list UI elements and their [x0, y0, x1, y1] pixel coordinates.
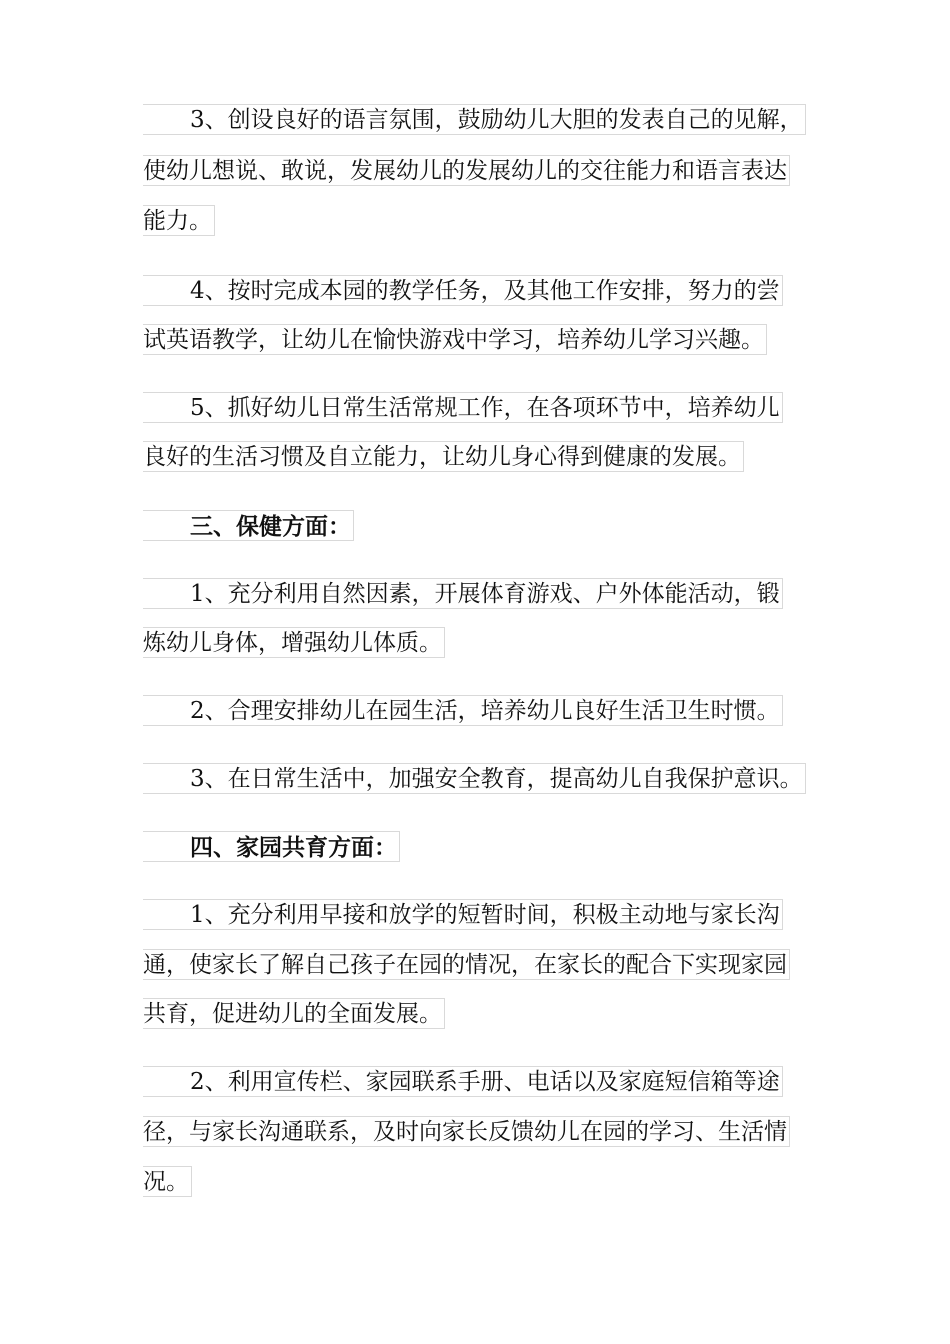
section-heading: 四、家园共育方面：	[143, 831, 400, 862]
paragraph-line: 4、按时完成本园的教学任务，及其他工作安排，努力的尝	[143, 275, 783, 306]
paragraph-line: 炼幼儿身体，增强幼儿体质。	[143, 627, 445, 658]
paragraph-line: 2、合理安排幼儿在园生活，培养幼儿良好生活卫生时惯。	[143, 695, 783, 726]
paragraph-line: 通，使家长了解自己孩子在园的情况，在家长的配合下实现家园	[143, 949, 790, 980]
paragraph-line: 况。	[143, 1166, 192, 1197]
paragraph-line: 5、抓好幼儿日常生活常规工作，在各项环节中，培养幼儿	[143, 392, 783, 423]
paragraph-line: 试英语教学，让幼儿在愉快游戏中学习，培养幼儿学习兴趣。	[143, 324, 767, 355]
paragraph-line: 使幼儿想说、敢说，发展幼儿的发展幼儿的交往能力和语言表达	[143, 155, 790, 186]
paragraph-line: 2、利用宣传栏、家园联系手册、电话以及家庭短信箱等途	[143, 1066, 783, 1097]
paragraph-line: 1、充分利用自然因素，开展体育游戏、户外体能活动，锻	[143, 578, 783, 609]
paragraph-line: 共育，促进幼儿的全面发展。	[143, 998, 445, 1029]
paragraph-line: 3、创设良好的语言氛围，鼓励幼儿大胆的发表自己的见解，	[143, 104, 806, 135]
paragraph-line: 1、充分利用早接和放学的短暂时间，积极主动地与家长沟	[143, 899, 783, 930]
paragraph-line: 径，与家长沟通联系，及时向家长反馈幼儿在园的学习、生活情	[143, 1116, 790, 1147]
paragraph-line: 能力。	[143, 205, 215, 236]
section-heading: 三、保健方面：	[143, 510, 354, 541]
paragraph-line: 良好的生活习惯及自立能力，让幼儿身心得到健康的发展。	[143, 441, 744, 472]
paragraph-line: 3、在日常生活中，加强安全教育，提高幼儿自我保护意识。	[143, 763, 806, 794]
